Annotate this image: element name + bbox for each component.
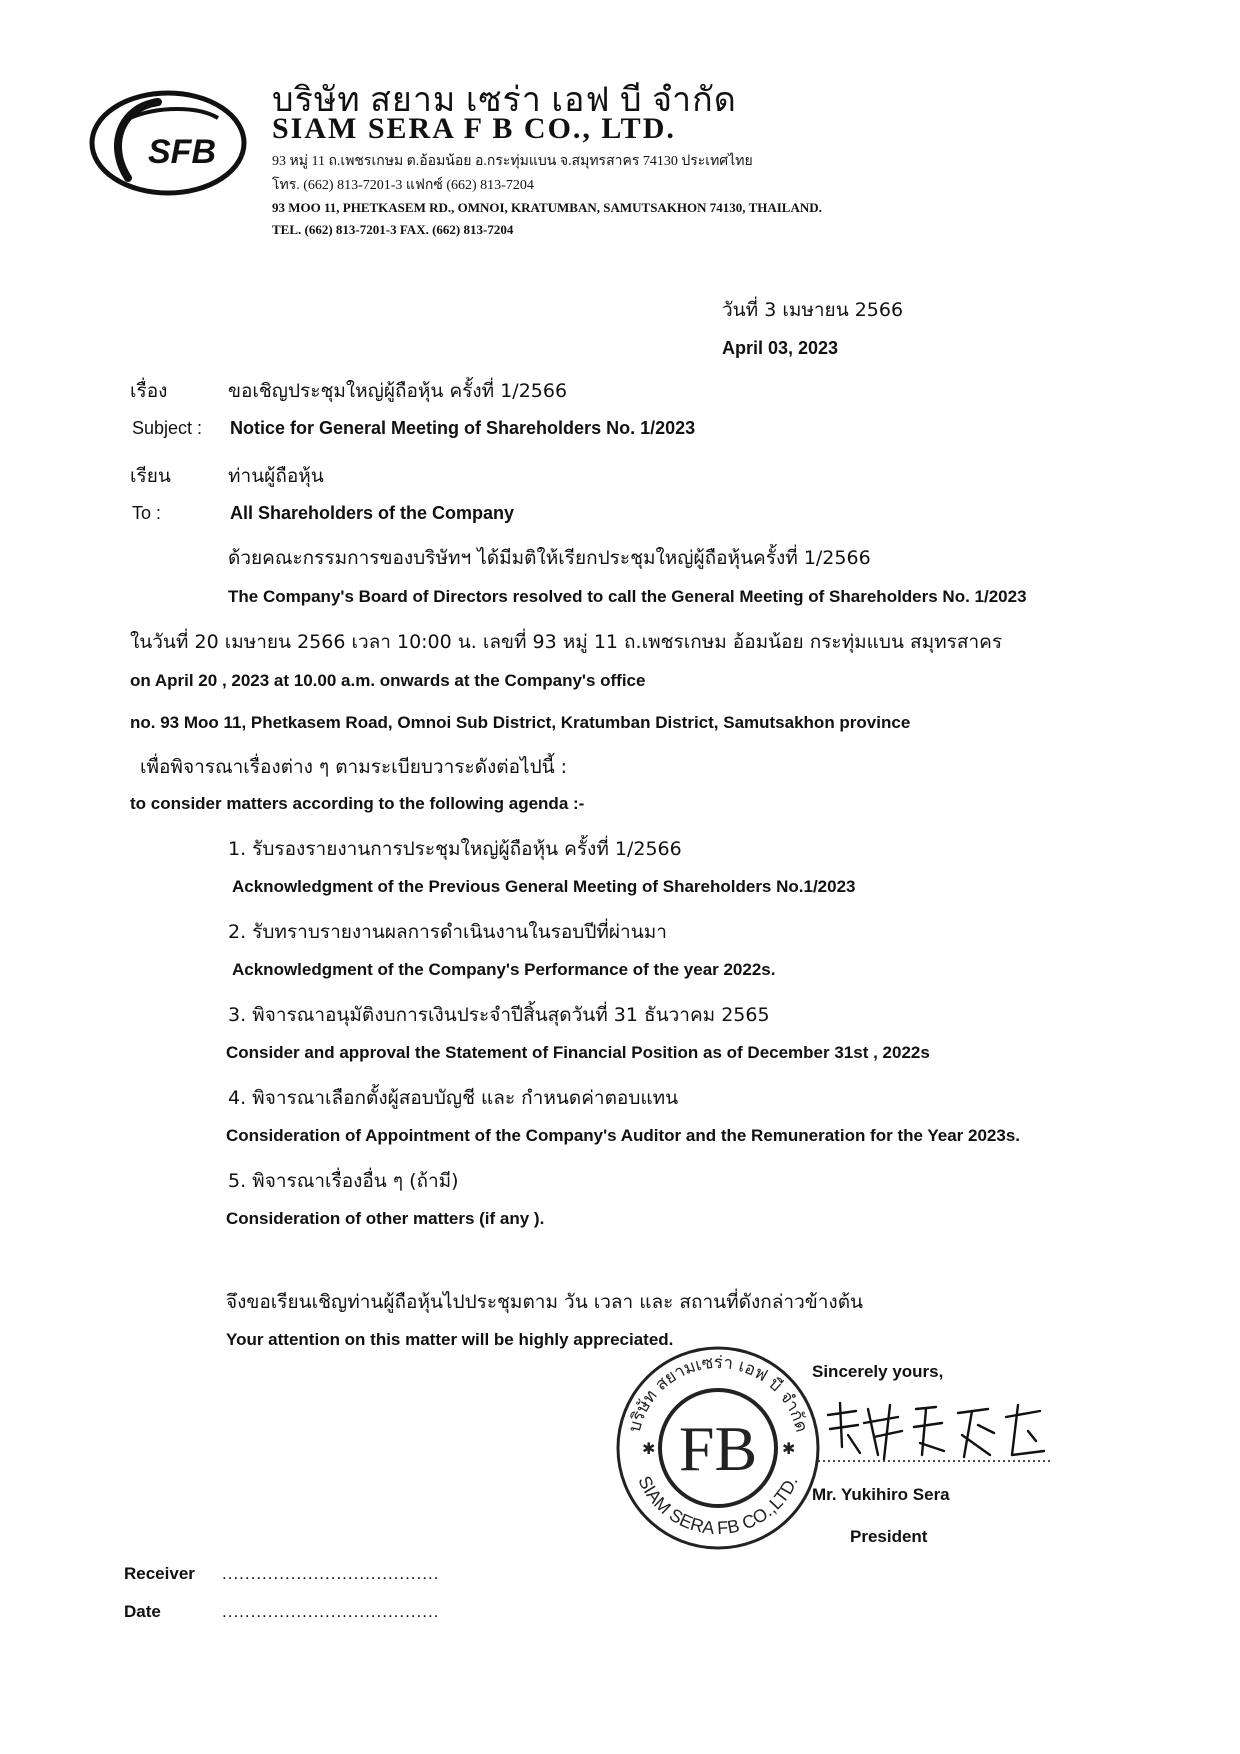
company-phone-thai: โทร. (662) 813-7201-3 แฟกซ์ (662) 813-7204: [272, 178, 534, 193]
agenda-item-4-english: Consideration of Appointment of the Company's Auditor and the Remuneration for the Year 2023s.: [226, 1126, 1021, 1145]
closing-text-english: Your attention on this matter will be highly appreciated.: [226, 1330, 674, 1349]
recipient-label-thai: เรียน: [130, 465, 171, 487]
body-paragraph-1-english: The Company's Board of Directors resolved to call the General Meeting of Shareholders No. 1/2023: [228, 587, 1027, 606]
agenda-item-2-thai: 2. รับทราบรายงานผลการดำเนินงานในรอบปีที่ผ่านมา: [228, 921, 667, 943]
signatory-title: President: [850, 1527, 928, 1546]
subject-label-english: Subject :: [132, 418, 203, 438]
agenda-item-3-thai: 3. พิจารณาอนุมัติงบการเงินประจำปีสิ้นสุดวันที่ 31 ธันวาคม 2565: [228, 1004, 770, 1026]
date-label: Date: [124, 1602, 161, 1621]
agenda-item-1-thai: 1. รับรองรายงานการประชุมใหญ่ผู้ถือหุ้น ครั้งที่ 1/2566: [228, 838, 682, 860]
stamp-center-text: FB: [678, 1413, 758, 1484]
company-name-english: SIAM SERA F B CO., LTD.: [272, 112, 676, 145]
closing-text-thai: จึงขอเรียนเชิญท่านผู้ถือหุ้นไปประชุมตาม วัน เวลา และ สถานที่ดังกล่าวข้างต้น: [226, 1291, 864, 1313]
receiver-label: Receiver: [124, 1564, 195, 1583]
agenda-item-1-english: Acknowledgment of the Previous General Meeting of Shareholders No.1/2023: [232, 877, 856, 896]
company-seal-stamp: [612, 1342, 824, 1554]
agenda-item-5-english: Consideration of other matters (if any ).: [226, 1209, 545, 1228]
subject-text-thai: ขอเชิญประชุมใหญ่ผู้ถือหุ้น ครั้งที่ 1/2566: [228, 380, 568, 402]
agenda-item-2-english: Acknowledgment of the Company's Performance of the year 2022s.: [232, 960, 776, 979]
stamp-ring-bottom-text: SIAM SERA FB CO.,LTD.: [634, 1472, 802, 1539]
agenda-item-4-thai: 4. พิจารณาเลือกตั้งผู้สอบบัญชี และ กำหนดค่าตอบแทน: [228, 1087, 679, 1109]
letter-date-english: April 03, 2023: [722, 338, 839, 358]
handwritten-signature: [818, 1395, 1050, 1469]
company-name-thai: บริษัท สยาม เซร่า เอฟ บี จำกัด: [272, 82, 737, 119]
subject-label-thai: เรื่อง: [130, 380, 168, 402]
receiver-line: ......................................: [222, 1564, 440, 1583]
svg-text:✱: ✱: [642, 1441, 656, 1458]
agenda-item-3-english: Consider and approval the Statement of Financial Position as of December 31st , 2022s: [226, 1043, 930, 1062]
company-address-english: 93 MOO 11, PHETKASEM RD., OMNOI, KRATUMBAN, SAMUTSAKHON 74130, THAILAND.: [272, 200, 822, 215]
company-phone-english: TEL. (662) 813-7201-3 FAX. (662) 813-7204: [272, 222, 514, 237]
sincerely-text: Sincerely yours,: [812, 1362, 944, 1381]
body-paragraph-2-english: on April 20 , 2023 at 10.00 a.m. onwards at the Company's office: [130, 671, 646, 690]
agenda-item-5-thai: 5. พิจารณาเรื่องอื่น ๆ (ถ้ามี): [228, 1170, 459, 1192]
subject-text-english: Notice for General Meeting of Shareholders No. 1/2023: [230, 418, 696, 438]
body-paragraph-1-thai: ด้วยคณะกรรมการของบริษัทฯ ได้มีมติให้เรียกประชุมใหญ่ผู้ถือหุ้นครั้งที่ 1/2566: [228, 547, 871, 569]
company-logo: [88, 88, 248, 198]
recipient-text-english: All Shareholders of the Company: [230, 503, 515, 523]
logo-text: SFB: [148, 133, 216, 171]
stamp-ring-top-text: บริษัท สยามเซร่า เอฟ บี จำกัด: [624, 1352, 812, 1435]
signatory-name: Mr. Yukihiro Sera: [812, 1485, 950, 1504]
recipient-label-english: To :: [132, 503, 162, 523]
letter-date-thai: วันที่ 3 เมษายน 2566: [722, 299, 904, 321]
body-paragraph-4-english: to consider matters according to the following agenda :-: [130, 794, 585, 813]
company-address-thai: 93 หมู่ 11 ถ.เพชรเกษม ต.อ้อมน้อย อ.กระทุ่มแบน จ.สมุทรสาคร 74130 ประเทศไทย: [272, 154, 753, 169]
body-paragraph-3-english: no. 93 Moo 11, Phetkasem Road, Omnoi Sub District, Kratumban District, Samutsakhon province: [130, 713, 911, 732]
date-line: ......................................: [222, 1602, 440, 1621]
body-paragraph-2-thai: ในวันที่ 20 เมษายน 2566 เวลา 10:00 น. เลขที่ 93 หมู่ 11 ถ.เพชรเกษม อ้อมน้อย กระทุ่มแบน สมุทรสาคร: [130, 631, 1003, 653]
body-paragraph-4-thai: เพื่อพิจารณาเรื่องต่าง ๆ ตามระเบียบวาระดังต่อไปนี้ :: [140, 756, 568, 778]
svg-text:✱: ✱: [782, 1441, 796, 1458]
recipient-text-thai: ท่านผู้ถือหุ้น: [228, 465, 324, 487]
